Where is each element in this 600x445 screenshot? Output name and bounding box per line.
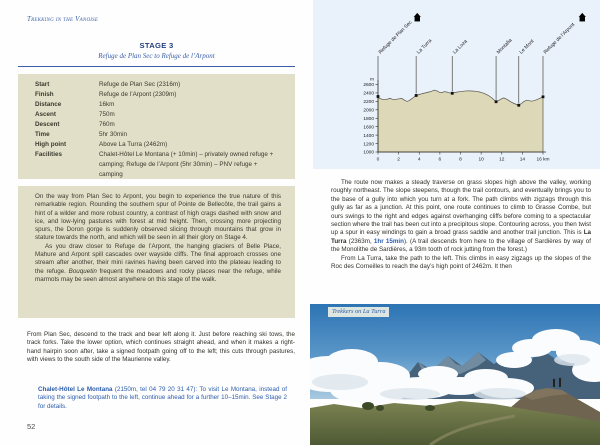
info-value: 16km (99, 101, 115, 108)
station-label: La Turra (415, 38, 434, 56)
info-row-start (18, 74, 295, 90)
photo-illustration (310, 304, 600, 445)
route-directions-paragraph: From Plan Sec, descend to the track and bear left along it. Just before reaching ski tows, the track forks. Take the lower option, which continues straight ahead, and when it makes a right-hand hairpin soon after, take a signed footpath going off to the left; this cuts through pastures, with views to the south side of the Maurienne valley. (27, 331, 295, 363)
info-row-highpoint (18, 140, 295, 150)
x-tick-label: 4 (417, 157, 421, 163)
y-tick-label: 1000 (363, 150, 374, 156)
y-tick-label: 1800 (363, 116, 374, 122)
intro-paragraph-2-italic: Bouquetin (68, 267, 97, 275)
hut-icon (579, 13, 586, 17)
intro-paragraph-1: On the way from Plan Sec to Arpont, you begin to experience the true nature of this remarkable region. Rounding the southern spur of Pointe de Bellecôte, the trail gains a hint of a wilder and more robust country, a contrast of high crags dashed with snow and ice, and low-lying pastures with forest at mid height. Then, crossing more projecting spurs, the Doron gorge is suddenly observed slicing through mountains that grow in stature towards the north, and which will be seen in all their glory on Stage 4. (35, 193, 281, 242)
y-tick-label: 2200 (363, 100, 374, 106)
info-row-finish (18, 90, 295, 100)
hut-icon (415, 17, 420, 21)
info-label: Descent (35, 121, 60, 128)
info-label: Facilities (35, 151, 62, 158)
station-marker (451, 92, 454, 95)
x-tick-label: 12 (499, 157, 505, 163)
y-tick-label: 2600 (363, 83, 374, 89)
y-tick-label: 1600 (363, 125, 374, 131)
intro-paragraph-2-text: frequent the meadows and rocky places near the refuge, while marmots may be seen almost anywhere on this stage of the walk. (35, 267, 282, 283)
info-label: High point (35, 141, 67, 148)
info-row-time (18, 130, 295, 140)
x-tick-label: 6 (438, 157, 442, 163)
info-row-facilities (18, 150, 295, 180)
montana-note-text: (2150m, tel 04 79 20 31 47): To visit Le Montana, instead of taking the signed footpath to the left, continue ahead for a further 10–15min. See Stage 2 for details. (38, 386, 287, 410)
montana-note-name: Chalet-Hôtel Le Montana (38, 386, 113, 393)
station-label: Montafia (495, 37, 514, 56)
running-header: Trekking in the Vanoise (27, 15, 99, 23)
station-marker (517, 104, 520, 107)
elevation-profile-svg (313, 0, 600, 169)
x-tick-label: 14 (519, 157, 526, 163)
info-value: 750m (99, 111, 115, 118)
info-value: Chalet-Hôtel Le Montana (+ 10min) – privately owned refuge + camping; Refuge de l’Arpont (5hr 30min) – PNV refuge + camping (99, 151, 274, 178)
x-tick-label: 2 (397, 157, 400, 163)
route-paragraph-1-text: The route now makes a steady traverse on grass slopes high above the valley, working roughly northeast. The slope steepens, though the trail contours, and eventually brings you to the base of a gully into which you turn at a fork. The path climbs with zigzags through this gully as far as a junction. At this point, one route continues to climb to Grasse Combe, but ours swings to the right and edges against overhanging cliffs before coming to a spectacular section where the trail has been cut into a precipitous slope. Contouring across, you then twist up a spur in easy windings to gain a broad grass saddle and another trail junction. This is (331, 179, 591, 237)
hut-icon (580, 17, 585, 21)
stage-intro-box (18, 186, 295, 318)
x-tick-label: 10 (478, 157, 484, 163)
info-label: Time (35, 131, 50, 138)
hut-icon (414, 13, 421, 17)
title-rule (18, 66, 295, 67)
info-value: Above La Turra (2462m) (99, 141, 168, 148)
y-tick-label: 2000 (363, 108, 374, 114)
intro-paragraph-2-text: As you draw closer to Refuge de l’Arpont, the hanging glaciers of Belle Place, Mahure and Arpont spill cascades over wayside cliffs. The final approach crosses one stream after another, their mini ravines having been carved into the plateau leading to the refuge. (35, 242, 281, 275)
info-label: Ascent (35, 111, 56, 118)
route-paragraph-1 (331, 179, 591, 255)
info-row-distance (18, 100, 295, 110)
profile-area (378, 90, 543, 152)
station-label: Refuge de Plan Sec (377, 19, 414, 56)
info-row-descent (18, 120, 295, 130)
info-label: Distance (35, 101, 62, 108)
stage-subtitle: Refuge de Plan Sec to Refuge de l’Arpont (98, 52, 215, 60)
y-tick-label: 2400 (363, 91, 374, 97)
photo-caption: Trekkers on La Turra (328, 307, 389, 317)
stage-title: STAGE 3 (139, 41, 174, 50)
route-paragraph-1-text: ). (A trail descends from here to the village of Sardières by way of the Monolithe de Sardières, a 93m tooth of rock jutting from the forest.) (331, 237, 592, 254)
montana-note (38, 386, 287, 411)
station-marker (415, 94, 418, 97)
route-paragraph-1-text: (2363m, (346, 237, 374, 245)
station-marker (542, 95, 545, 98)
x-tick-label: 8 (459, 157, 462, 163)
station-label: La Loza (451, 38, 469, 56)
info-value: Refuge de Plan Sec (2316m) (99, 81, 181, 88)
info-label: Start (35, 81, 50, 88)
time-highlight: 1hr 15min (373, 237, 404, 245)
info-value: Refuge de l’Arpont (2309m) (99, 91, 177, 98)
right-page-text (331, 179, 591, 271)
station-marker (495, 100, 498, 103)
page-number: 52 (27, 422, 36, 431)
y-tick-label: 1200 (363, 142, 374, 148)
info-label: Finish (35, 91, 54, 98)
info-row-ascent (18, 110, 295, 120)
y-axis-unit: m (370, 77, 374, 83)
trekkers-photo (310, 304, 600, 445)
x-tick-label: 0 (376, 157, 380, 163)
station-marker (377, 95, 380, 98)
info-value: 5hr 30min (99, 131, 128, 138)
station-label: Refuge de l’Arpont (542, 21, 577, 56)
la-turra-bold: La Turra (331, 229, 591, 245)
station-label: Le Mont (518, 38, 536, 56)
y-tick-label: 1400 (363, 133, 374, 139)
x-tick-label: 16 km (536, 157, 550, 163)
elevation-profile-chart (313, 0, 600, 169)
intro-paragraph-2 (18, 243, 295, 284)
stage-info-box (18, 74, 295, 179)
route-paragraph-2: From La Turra, take the path to the left. This climbs in easy zigzags up the slopes of the Roc des Corneilles to reach the day’s high point of 2462m. It then (331, 254, 591, 271)
info-value: 760m (99, 121, 115, 128)
